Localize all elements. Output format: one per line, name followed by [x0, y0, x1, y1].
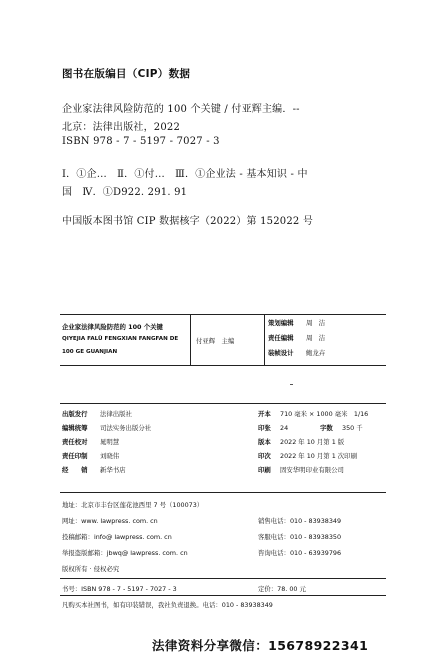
pub-label: 责任印制: [62, 452, 88, 460]
spec-label: 版本: [258, 438, 271, 446]
spec-value: 350 千: [342, 424, 363, 432]
speck: [290, 384, 293, 385]
editor-label: 责任编辑: [268, 334, 294, 342]
pub-label: 编辑统筹: [62, 424, 88, 432]
website: 网址：www. lawpress. com. cn: [62, 517, 158, 525]
piracy-email: 举报盗版邮箱：jbwq@ lawpress. com. cn: [62, 549, 188, 557]
editor-row: [268, 318, 325, 327]
sales-phone: 销售电话：010 - 83938349: [258, 517, 342, 525]
spec-label: 印刷: [258, 466, 271, 474]
pub-label: 出版发行: [62, 410, 88, 418]
cip-line-1: 企业家法律风险防范的 100 个关键 / 付亚辉主编．--: [62, 104, 300, 115]
service-phone: 客服电话：010 - 83938350: [258, 533, 342, 541]
pub-row: [62, 465, 126, 474]
cip-line-6: 中国版本图书馆 CIP 数据核字（2022）第 152022 号: [62, 216, 314, 227]
inquiry-phone: 咨询电话：010 - 63939796: [258, 549, 342, 557]
watermark-text: 法律资料分享微信：15678922341: [152, 638, 369, 653]
spec-row: [258, 465, 344, 474]
book-author: 付亚辉 主编: [196, 337, 235, 345]
divider: [60, 403, 386, 404]
editor-name: 周 洁: [306, 319, 326, 327]
box-divider: [264, 315, 265, 365]
copyright-notice: 版权所有 · 侵权必究: [62, 565, 120, 573]
editor-name: 鲍龙卉: [306, 349, 326, 357]
book-title-pinyin-1: QIYEJIA FALÜ FENGXIAN FANGFAN DE: [62, 336, 179, 342]
pub-row: [62, 409, 132, 418]
editor-name: 周 洁: [306, 334, 326, 342]
pub-label: 经 销: [62, 466, 88, 474]
cip-line-4: Ⅰ．①企… Ⅱ．①付… Ⅲ．①企业法 - 基本知识 - 中: [62, 169, 308, 180]
cip-title: 图书在版编目（CIP）数据: [62, 68, 191, 80]
cip-line-3: ISBN 978 - 7 - 5197 - 7027 - 3: [62, 136, 220, 147]
pub-value: 刘晓伟: [100, 452, 120, 460]
spec-label: 印次: [258, 452, 271, 460]
pub-row: [62, 437, 119, 446]
spec-value: 710 毫米 × 1000 毫米 1/16: [280, 410, 369, 418]
spec-row: [258, 409, 368, 418]
spec-label: 开本: [258, 410, 271, 418]
spec-row: [258, 437, 344, 446]
cip-line-5: 国 Ⅳ．①D922. 291. 91: [62, 187, 188, 198]
spec-value: 2022 年 10 月第 1 次印刷: [280, 452, 357, 460]
spec-value: 固安华明印业有限公司: [280, 466, 344, 474]
divider: [60, 492, 386, 493]
pub-value: 法律出版社: [100, 410, 132, 418]
pub-label: 责任校对: [62, 438, 88, 446]
submission-email: 投稿邮箱：info@ lawpress. com. cn: [62, 533, 172, 541]
editor-row: [268, 348, 325, 357]
spec-label: 字数: [320, 424, 333, 432]
divider: [60, 595, 386, 596]
editor-row: [268, 333, 325, 342]
book-title-cn: 企业家法律风险防范的 100 个关键: [62, 323, 163, 331]
return-notice: 凡购买本社图书，如有印装错误，我社负责退换。电话：010 - 83938349: [62, 601, 273, 609]
editor-label: 策划编辑: [268, 319, 294, 327]
pub-value: 司法实务出版分社: [100, 424, 152, 432]
price-line: 定价：78. 00 元: [258, 585, 306, 593]
pub-value: 新华书店: [100, 466, 126, 474]
pub-row: [62, 423, 151, 432]
cip-line-2: 北京：法律出版社，2022: [62, 122, 181, 133]
editor-label: 装帧设计: [268, 349, 294, 357]
isbn-line: 书号：ISBN 978 - 7 - 5197 - 7027 - 3: [62, 585, 177, 593]
pub-value: 晁明慧: [100, 438, 120, 446]
divider: [60, 578, 386, 579]
spec-value: 2022 年 10 月第 1 版: [280, 438, 345, 446]
spec-value: 24: [280, 424, 289, 432]
spec-row: [258, 423, 363, 432]
book-title-pinyin-2: 100 GE GUANJIAN: [62, 349, 118, 355]
pub-row: [62, 451, 119, 460]
address: 地址：北京市丰台区莲花池西里 7 号（100073）: [62, 501, 204, 509]
box-divider: [190, 315, 191, 365]
spec-label: 印张: [258, 424, 271, 432]
spec-row: [258, 451, 357, 460]
